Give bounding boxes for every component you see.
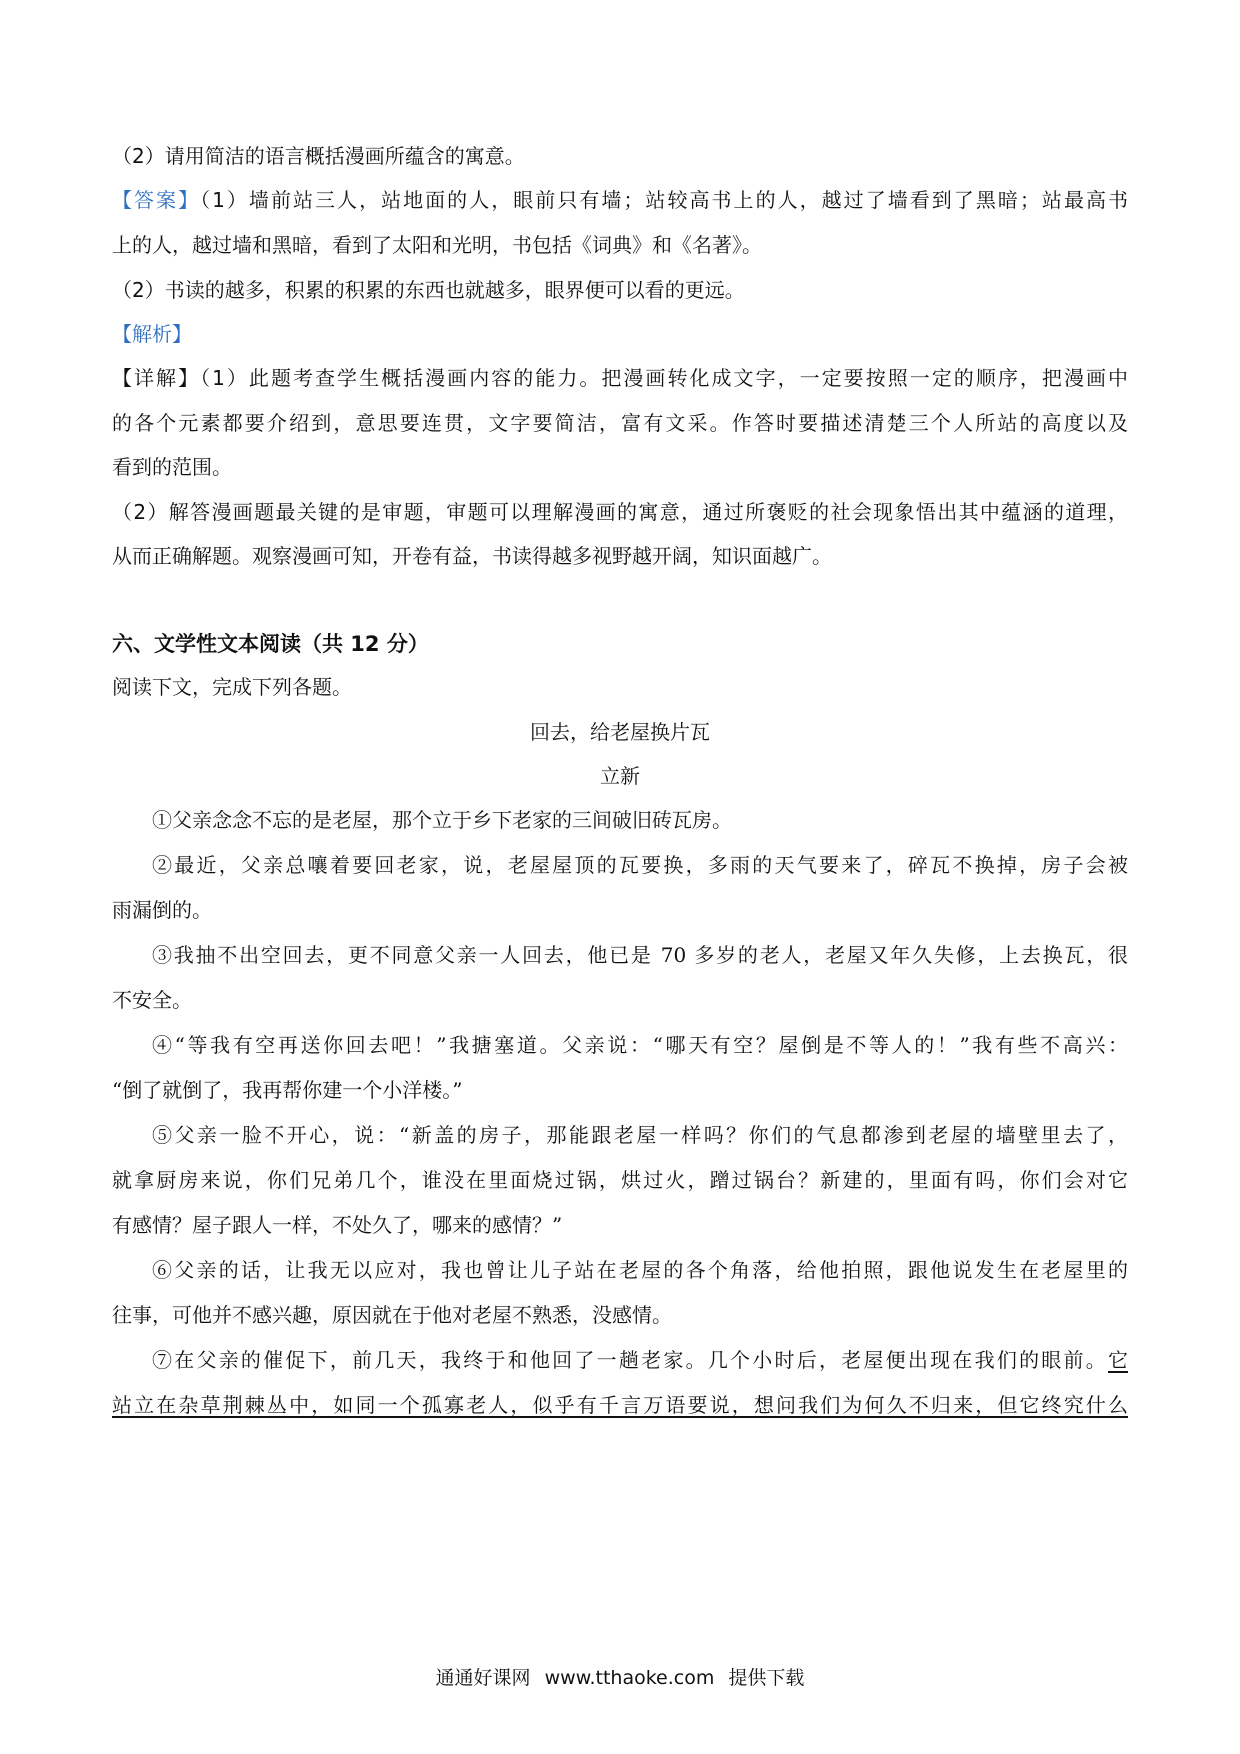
detail-text-1: （1）此题考查学生概括漫画内容的能力。把漫画转化成文字，一定要按照一定的顺序，把漫画中 <box>200 366 1128 390</box>
question-2-prompt: （2）请用简洁的语言概括漫画所蕴含的寓意。 <box>112 144 525 168</box>
story-paragraph-7-line-1 <box>112 1346 1128 1374</box>
story-paragraph-5-line-1: ⑤父亲一脸不开心，说：“新盖的房子，那能跟老屋一样吗？你们的气息都渗到老屋的墙壁里去了， <box>152 1123 1128 1147</box>
detail-line-3: 看到的范围。 <box>112 455 232 479</box>
story-paragraph-1: ①父亲念念不忘的是老屋，那个立于乡下老家的三间破旧砖瓦房。 <box>152 808 732 832</box>
answer-line-1 <box>112 186 1128 214</box>
detail-line-1 <box>112 364 1128 392</box>
story-paragraph-7-underlined-start: 它 <box>1108 1348 1128 1372</box>
story-paragraph-4-line-1: ④“等我有空再送你回去吧！”我搪塞道。父亲说：“哪天有空？屋倒是不等人的！”我有些不高兴： <box>152 1033 1128 1057</box>
answer-text-1: （1）墙前站三人，站地面的人，眼前只有墙；站较高书上的人，越过了墙看到了黑暗；站最高书 <box>200 188 1128 212</box>
detail-line-4: （2）解答漫画题最关键的是审题，审题可以理解漫画的寓意，通过所褒贬的社会现象悟出其中蕴涵的道理， <box>112 500 1128 524</box>
analysis-tag: 【解析】 <box>112 322 192 346</box>
story-title: 回去，给老屋换片瓦 <box>530 720 710 744</box>
story-paragraph-7-line-2-underlined: 站立在杂草荆棘丛中，如同一个孤寡老人，似乎有千言万语要说，想问我们为何久不归来，但它终究什么 <box>112 1393 1128 1417</box>
footer-site-name: 通通好课网 <box>435 1667 531 1689</box>
detail-line-2: 的各个元素都要介绍到，意思要连贯，文字要简洁，富有文采。作答时要描述清楚三个人所站的高度以及 <box>112 411 1128 435</box>
story-paragraph-6-line-1: ⑥父亲的话，让我无以应对，我也曾让儿子站在老屋的各个角落，给他拍照，跟他说发生在老屋里的 <box>152 1258 1128 1282</box>
story-paragraph-3-line-2: 不安全。 <box>112 988 192 1012</box>
page-footer <box>0 1665 1240 1691</box>
section-6-title: 六、文学性文本阅读（共 12 分） <box>112 632 429 656</box>
story-paragraph-3-line-1: ③我抽不出空回去，更不同意父亲一人回去，他已是 70 多岁的老人，老屋又年久失修，上去换瓦，很 <box>152 943 1128 967</box>
section-6-instruction: 阅读下文，完成下列各题。 <box>112 675 352 699</box>
story-paragraph-7-text: ⑦在父亲的催促下，前几天，我终于和他回了一趟老家。几个小时后，老屋便出现在我们的眼前。 <box>152 1348 1108 1372</box>
detail-line-5: 从而正确解题。观察漫画可知，开卷有益，书读得越多视野越开阔，知识面越广。 <box>112 544 832 568</box>
story-paragraph-4-line-2: “倒了就倒了，我再帮你建一个小洋楼。” <box>112 1078 463 1102</box>
story-paragraph-2-line-2: 雨漏倒的。 <box>112 898 212 922</box>
story-paragraph-6-line-2: 往事，可他并不感兴趣，原因就在于他对老屋不熟悉，没感情。 <box>112 1303 672 1327</box>
story-paragraph-2-line-1: ②最近，父亲总嚷着要回老家，说，老屋屋顶的瓦要换，多雨的天气要来了，碎瓦不换掉，房子会被 <box>152 853 1128 877</box>
story-paragraph-5-line-2: 就拿厨房来说，你们兄弟几个，谁没在里面烧过锅，烘过火，蹭过锅台？新建的，里面有吗，你们会对它 <box>112 1168 1128 1192</box>
footer-url[interactable]: www.tthaoke.com <box>544 1667 715 1689</box>
analysis-heading <box>112 320 1128 348</box>
story-paragraph-5-line-3: 有感情？屋子跟人一样，不处久了，哪来的感情？” <box>112 1213 563 1237</box>
story-author: 立新 <box>600 764 640 788</box>
detail-tag: 【详解】 <box>112 366 201 390</box>
footer-note: 提供下载 <box>728 1667 805 1689</box>
answer-tag: 【答案】 <box>112 188 201 212</box>
answer-line-3: （2）书读的越多，积累的积累的东西也就越多，眼界便可以看的更远。 <box>112 278 745 302</box>
answer-line-2: 上的人，越过墙和黑暗，看到了太阳和光明，书包括《词典》和《名著》。 <box>112 233 762 257</box>
